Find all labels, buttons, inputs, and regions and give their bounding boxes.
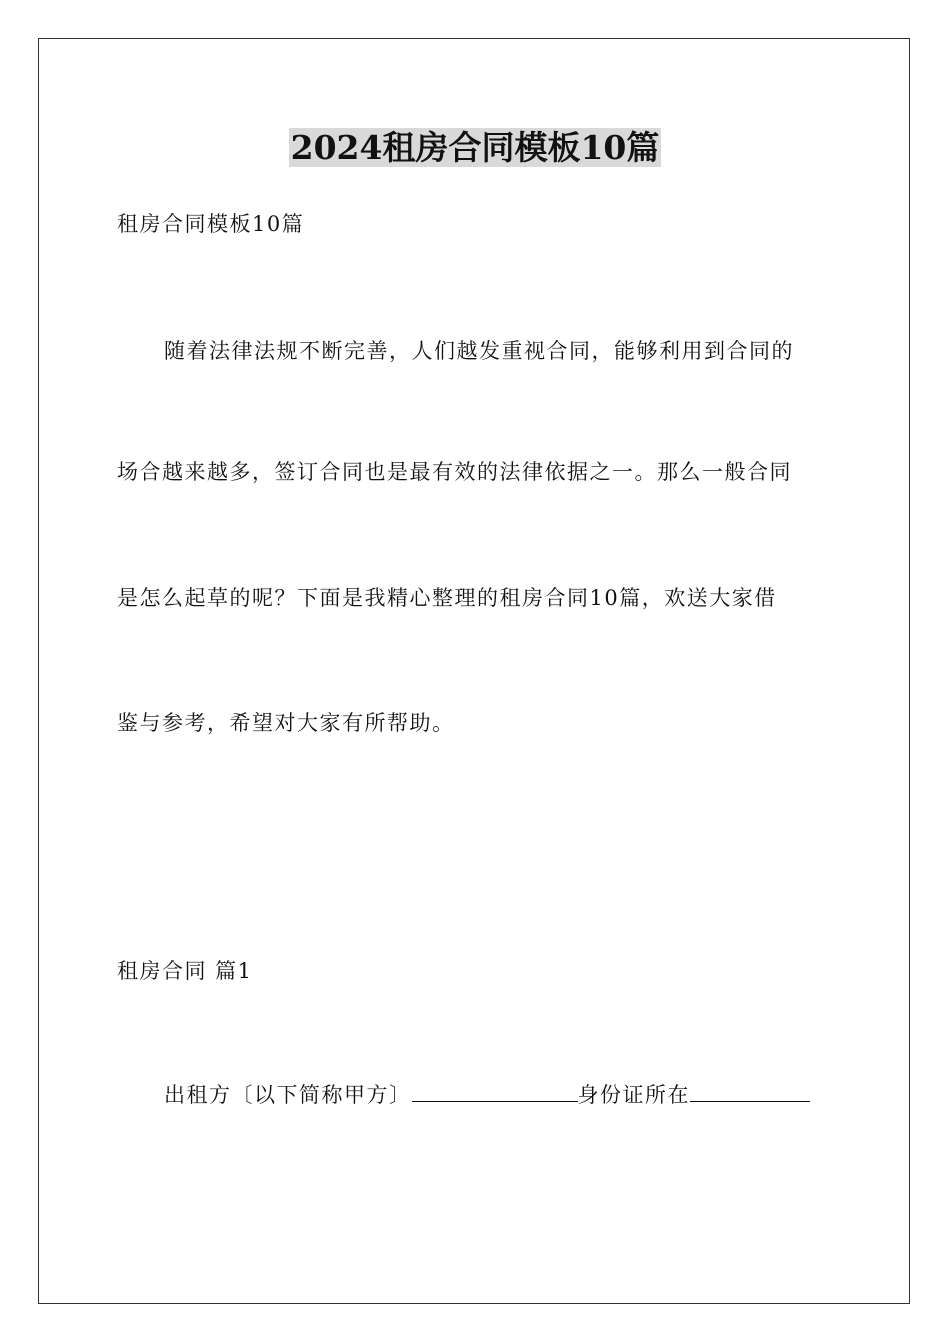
intro-line-3: 是怎么起草的呢？下面是我精心整理的租房合同10篇，欢送大家借	[117, 586, 777, 610]
document-subtitle: 租房合同模板10篇	[117, 212, 305, 236]
intro-line-1: 随着法律法规不断完善，人们越发重视合同，能够利用到合同的	[164, 339, 794, 363]
party-line	[164, 1081, 810, 1109]
document-title-text: 2024租房合同模板10篇	[290, 128, 660, 167]
lessor-name-blank[interactable]	[412, 1081, 578, 1102]
intro-line-2: 场合越来越多，签订合同也是最有效的法律依据之一。那么一般合同	[117, 460, 792, 484]
lessor-label: 出租方〔以下简称甲方〕	[164, 1083, 412, 1107]
section-heading: 租房合同 篇1	[117, 959, 253, 983]
id-address-label: 身份证所在	[577, 1083, 690, 1107]
intro-line-4: 鉴与参考，希望对大家有所帮助。	[117, 711, 455, 735]
document-title	[0, 126, 950, 170]
id-address-blank[interactable]	[690, 1081, 810, 1102]
